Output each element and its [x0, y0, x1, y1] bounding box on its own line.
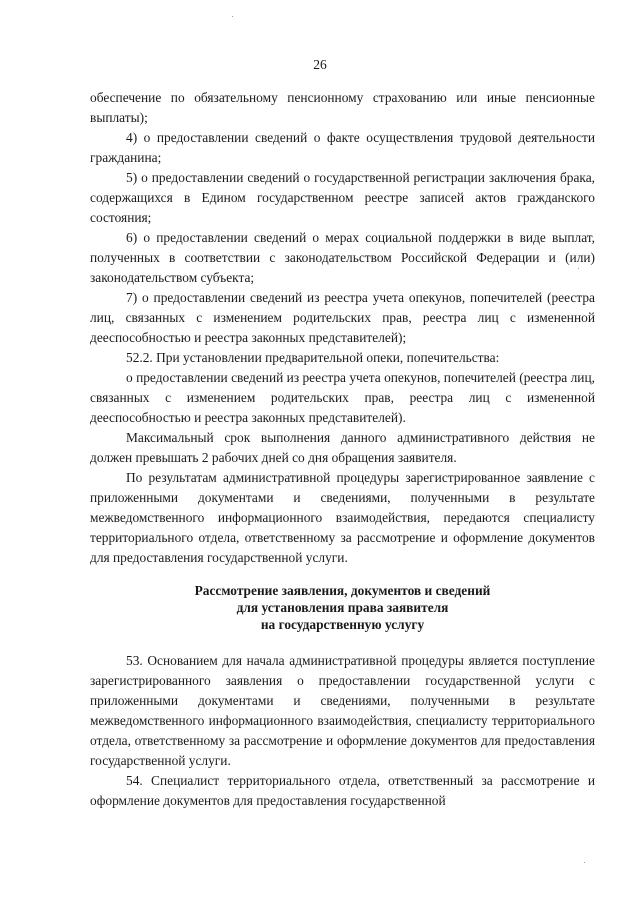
- scan-speck: [232, 16, 233, 17]
- section-heading: [90, 582, 595, 633]
- paragraph: о предоставлении сведений из реестра учета опекунов, попечителей (реестра лиц, связанных с изменением родительских прав, реестра лиц с измененной дееспособностью и реестра законных представителей).: [90, 370, 595, 425]
- paragraph: 53. Основанием для начала административной процедуры является поступление зарегистрированного заявления о предоставлении государственной услуги с приложенными документами и сведениями, полученными в результате межведомственного информационного взаимодействия, специалисту территориального отдела, ответственному за рассмотрение и оформление документов для предоставления государственной услуги.: [90, 653, 595, 768]
- section-heading-text: [90, 582, 595, 633]
- paragraph: Максимальный срок выполнения данного административного действия не должен превышать 2 рабочих дней со дня обращения заявителя.: [90, 430, 595, 465]
- body-text-block-1: [90, 88, 595, 568]
- heading-line: на государственную услугу: [260, 617, 425, 632]
- scan-speck: [584, 862, 585, 863]
- paragraph: 4) о предоставлении сведений о факте осуществления трудовой деятельности гражданина;: [90, 130, 595, 165]
- heading-line: для установления права заявителя: [236, 600, 449, 615]
- body-text-block-2: [90, 651, 595, 811]
- paragraph: обеспечение по обязательному пенсионному страхованию или иные пенсионные выплаты);: [90, 90, 595, 125]
- paragraph: По результатам административной процедуры зарегистрированное заявление с приложенными документами и сведениями, полученными в результате межведомственного информационного взаимодействия, передаются специалисту территориального отдела, ответственному за рассмотрение и оформление документов для предоставления государственной услуги.: [90, 470, 595, 565]
- paragraph: 6) о предоставлении сведений о мерах социальной поддержки в виде выплат, полученных в соответствии с законодательством Российской Федерации и (или) законодательством субъекта;: [90, 230, 595, 285]
- paragraph: 54. Специалист территориального отдела, ответственный за рассмотрение и оформление документов для предоставления государственной: [90, 773, 595, 808]
- paragraph: 52.2. При установлении предварительной опеки, попечительства:: [126, 350, 500, 365]
- page-number: 26: [313, 57, 327, 72]
- paragraph: 7) о предоставлении сведений из реестра учета опекунов, попечителей (реестра лиц, связанных с изменением родительских прав, реестра лиц с измененной дееспособностью и реестра законных представителей);: [90, 290, 595, 345]
- heading-line: Рассмотрение заявления, документов и сведений: [194, 583, 491, 598]
- paragraph: 5) о предоставлении сведений о государственной регистрации заключения брака, содержащихся в Едином государственном реестре записей актов гражданского состояния;: [90, 170, 595, 225]
